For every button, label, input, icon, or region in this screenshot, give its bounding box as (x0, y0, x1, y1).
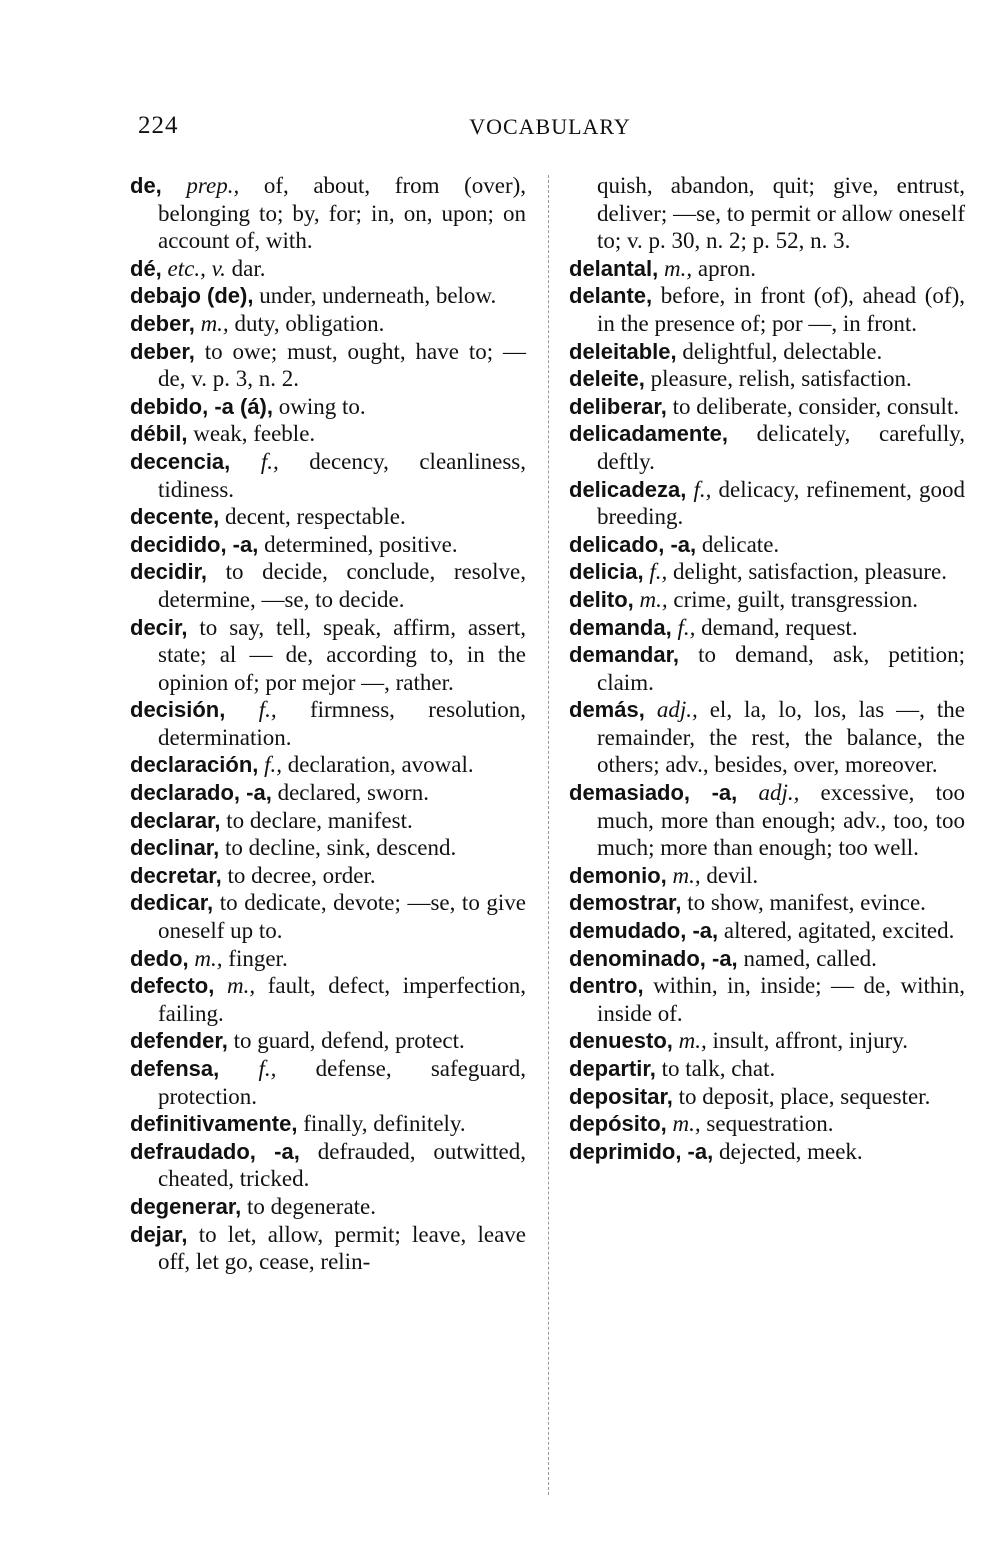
vocab-entry (130, 1110, 526, 1138)
definition: defrauded, outwitted, cheated, tricked. (158, 1138, 527, 1192)
headword: demonio, (569, 862, 667, 888)
headword: delito, (569, 586, 634, 612)
vocab-entry (569, 476, 965, 531)
definition: crime, guilt, transgression. (673, 586, 919, 612)
headword: depositar, (569, 1083, 673, 1109)
headword: denominado, -a, (569, 945, 738, 971)
headword: defecto, (130, 973, 215, 999)
headword: decisión, (130, 697, 226, 723)
headword: delicia, (569, 559, 644, 585)
definition: delicately, carefully, deftly. (597, 421, 965, 474)
grammar-label: f., (649, 559, 668, 585)
definition: firmness, resolution, determination. (158, 697, 527, 750)
definition: sequestration. (706, 1111, 834, 1137)
headword: delante, (569, 283, 653, 309)
headword: departir, (569, 1056, 656, 1081)
grammar-label: adj., (656, 697, 698, 723)
definition: fault, defect, imperfection, failing. (158, 973, 526, 1026)
grammar-label: m., (664, 255, 693, 281)
definition: dar. (231, 255, 266, 281)
vocab-entry (569, 614, 965, 642)
headword: débil, (130, 421, 188, 447)
headword: dedo, (130, 945, 189, 971)
grammar-label: etc., v. (167, 255, 226, 281)
vocab-entry (130, 1221, 526, 1276)
headword: dedicar, (130, 890, 214, 916)
grammar-label: f., (260, 448, 279, 474)
vocab-entry (569, 586, 965, 614)
vocab-entry (130, 834, 526, 862)
vocab-entry (569, 917, 965, 945)
definition: finally, definitely. (303, 1111, 466, 1137)
headword: decidido, -a, (130, 531, 259, 557)
grammar-label: m., (672, 1111, 701, 1137)
headword: delantal, (569, 255, 659, 281)
grammar-label: f., (693, 476, 712, 502)
vocab-entry (130, 889, 526, 944)
grammar-label: m., (194, 945, 223, 971)
vocab-entry (130, 1027, 526, 1055)
vocab-entry (130, 282, 526, 310)
definition: defense, safeguard, protection. (158, 1056, 526, 1109)
vocab-entry (569, 1055, 965, 1083)
headword: dejar, (130, 1221, 188, 1247)
grammar-label: prep., (186, 173, 240, 198)
definition: to talk, chat. (661, 1056, 776, 1081)
vocab-entry (130, 503, 526, 531)
definition: delightful, delectable. (682, 338, 883, 364)
definition: to decide, conclude, resolve, determine, —se, to decide. (158, 559, 526, 612)
definition: under, underneath, below. (259, 283, 497, 309)
vocab-entry (569, 1110, 965, 1138)
headword: decretar, (130, 862, 222, 888)
headword: delicadeza, (569, 476, 687, 502)
left-column (130, 172, 526, 1276)
headword: demás, (569, 697, 645, 723)
column-divider (548, 175, 549, 1495)
headword: denuesto, (569, 1028, 673, 1054)
headword: demandar, (569, 642, 680, 668)
headword: deleite, (569, 366, 645, 392)
definition: insult, affront, injury. (712, 1028, 909, 1054)
definition: pleasure, relish, satisfaction. (650, 366, 912, 392)
definition: declared, sworn. (277, 780, 429, 806)
headword: dentro, (569, 973, 644, 999)
vocab-entry (569, 255, 965, 283)
headword: decidir, (130, 559, 208, 585)
definition: to say, tell, speak, affirm, assert, state; al — de, according to, in the opinion of; por mejor —, rather. (158, 614, 526, 695)
headword: demanda, (569, 614, 672, 640)
definition: to declare, manifest. (226, 807, 413, 833)
definition: declaration, avowal. (287, 752, 474, 778)
headword: deleitable, (569, 338, 677, 364)
headword: defensa, (130, 1056, 220, 1081)
vocab-entry (130, 945, 526, 973)
definition: to dedicate, devote; —se, to give oneself up to. (158, 890, 527, 944)
vocab-entry (130, 696, 526, 751)
headword: delicadamente, (569, 421, 728, 447)
definition: delicate. (701, 531, 780, 557)
headword: demostrar, (569, 890, 682, 916)
vocab-entry (569, 889, 965, 917)
headword: degenerar, (130, 1193, 242, 1219)
vocab-entry (130, 531, 526, 559)
vocab-entry (130, 807, 526, 835)
definition: demand, request. (701, 614, 858, 640)
vocab-entry (130, 779, 526, 807)
vocab-entry (130, 448, 526, 503)
vocab-entry (569, 862, 965, 890)
vocab-entry (569, 282, 965, 337)
vocab-entry (130, 393, 526, 421)
definition: altered, agitated, excited. (723, 918, 955, 944)
definition: dejected, meek. (719, 1138, 863, 1164)
vocab-entry (130, 862, 526, 890)
definition: weak, feeble. (193, 421, 316, 447)
headword: defender, (130, 1028, 228, 1054)
vocab-entry (569, 972, 965, 1027)
vocab-entry (130, 420, 526, 448)
definition: owing to. (278, 393, 366, 419)
grammar-label: f., (677, 614, 696, 640)
grammar-label: f., (264, 752, 283, 778)
definition: duty, obligation. (234, 310, 385, 336)
definition: to deliberate, consider, consult. (672, 393, 960, 419)
definition: decent, respectable. (225, 504, 406, 530)
vocab-entry (569, 338, 965, 366)
definition: of, about, from (over), belonging to; by, for; in, on, upon; on account of, with. (158, 173, 527, 254)
headword: declarado, -a, (130, 780, 272, 806)
definition: to decree, order. (227, 862, 376, 888)
vocab-entry (569, 779, 965, 862)
headword: dé, (130, 255, 162, 281)
grammar-label: m., (678, 1028, 707, 1054)
definition: devil. (706, 862, 759, 888)
definition: named, called. (743, 945, 877, 971)
definition: to let, allow, permit; leave, leave off, let go, cease, relin- (158, 1221, 526, 1275)
headword: debido, -a (á), (130, 393, 273, 419)
grammar-label: f., (258, 697, 277, 723)
vocab-entry (130, 972, 526, 1027)
grammar-label: m., (639, 586, 668, 612)
vocab-entry (130, 558, 526, 613)
vocab-entry (130, 614, 526, 697)
headword: deber, (130, 310, 195, 336)
grammar-label: f., (258, 1056, 277, 1081)
definition: delight, satisfaction, pleasure. (672, 559, 947, 585)
vocab-entry (130, 751, 526, 779)
definition: to decline, sink, descend. (225, 835, 457, 861)
headword: declinar, (130, 835, 220, 861)
vocab-entry (130, 1138, 526, 1193)
grammar-label: m., (200, 310, 229, 336)
vocab-entry (130, 1193, 526, 1221)
vocab-entry (569, 531, 965, 559)
headword: demasiado, -a, (569, 780, 738, 806)
vocab-entry (569, 641, 965, 696)
grammar-label: adj., (758, 780, 800, 806)
definition: to show, manifest, evince. (687, 890, 926, 916)
vocab-entry (569, 420, 965, 475)
headword: deprimido, -a, (569, 1138, 714, 1164)
headword: decencia, (130, 448, 231, 474)
headword: decente, (130, 504, 220, 530)
headword: decir, (130, 614, 188, 640)
grammar-label: m., (672, 862, 701, 888)
headword: depósito, (569, 1111, 667, 1137)
headword: de, (130, 173, 162, 198)
running-head: VOCABULARY (469, 114, 631, 139)
vocab-entry (130, 255, 526, 283)
definition: to owe; must, ought, have to; — de, v. p. 3, n. 2. (158, 338, 527, 392)
headword: definitivamente, (130, 1111, 298, 1137)
headword: delicado, -a, (569, 531, 697, 557)
headword: debajo (de), (130, 283, 254, 309)
definition: excessive, too much, more than enough; adv., too, too much; more than enough; too well. (597, 780, 965, 861)
definition: before, in front (of), ahead (of), in the presence of; por —, in front. (597, 283, 966, 336)
definition: apron. (697, 255, 756, 281)
vocab-entry (130, 1055, 526, 1110)
headword: deliberar, (569, 393, 667, 419)
vocab-entry (569, 365, 965, 393)
headword: deber, (130, 338, 195, 364)
definition: delicacy, refinement, good breeding. (597, 476, 966, 530)
definition: finger. (228, 945, 288, 971)
vocab-entry (130, 172, 526, 255)
vocab-entry (130, 310, 526, 338)
vocab-entry (569, 696, 965, 779)
headword: declaración, (130, 752, 259, 778)
vocab-entry (130, 338, 526, 393)
vocab-entry (569, 558, 965, 586)
headword: defraudado, -a, (130, 1138, 300, 1164)
definition: to deposit, place, sequester. (678, 1083, 931, 1109)
grammar-label: m., (226, 973, 256, 999)
definition: decency, cleanliness, tidiness. (158, 448, 527, 502)
definition: to guard, defend, protect. (233, 1028, 465, 1054)
definition: within, in, inside; — de, within, inside of. (597, 973, 965, 1026)
right-column (569, 172, 965, 1165)
headword: declarar, (130, 807, 221, 833)
vocab-entry (569, 1027, 965, 1055)
vocab-entry (569, 393, 965, 421)
vocab-entry (569, 1083, 965, 1111)
vocab-entry (569, 1138, 965, 1166)
definition: determined, positive. (264, 531, 458, 557)
definition: el, la, lo, los, las —, the remainder, the rest, the balance, the others; adv., besides, over, moreover. (597, 697, 966, 778)
definition: to demand, ask, petition; claim. (597, 642, 965, 695)
entry-continuation: quish, abandon, quit; give, entrust, deliver; —se, to permit or allow oneself to; v. p. 30, n. 2; p. 52, n. 3. (597, 173, 965, 254)
headword: demudado, -a, (569, 918, 719, 944)
definition: to degenerate. (247, 1193, 377, 1219)
vocab-entry (569, 945, 965, 973)
page-number: 224 (138, 112, 179, 139)
